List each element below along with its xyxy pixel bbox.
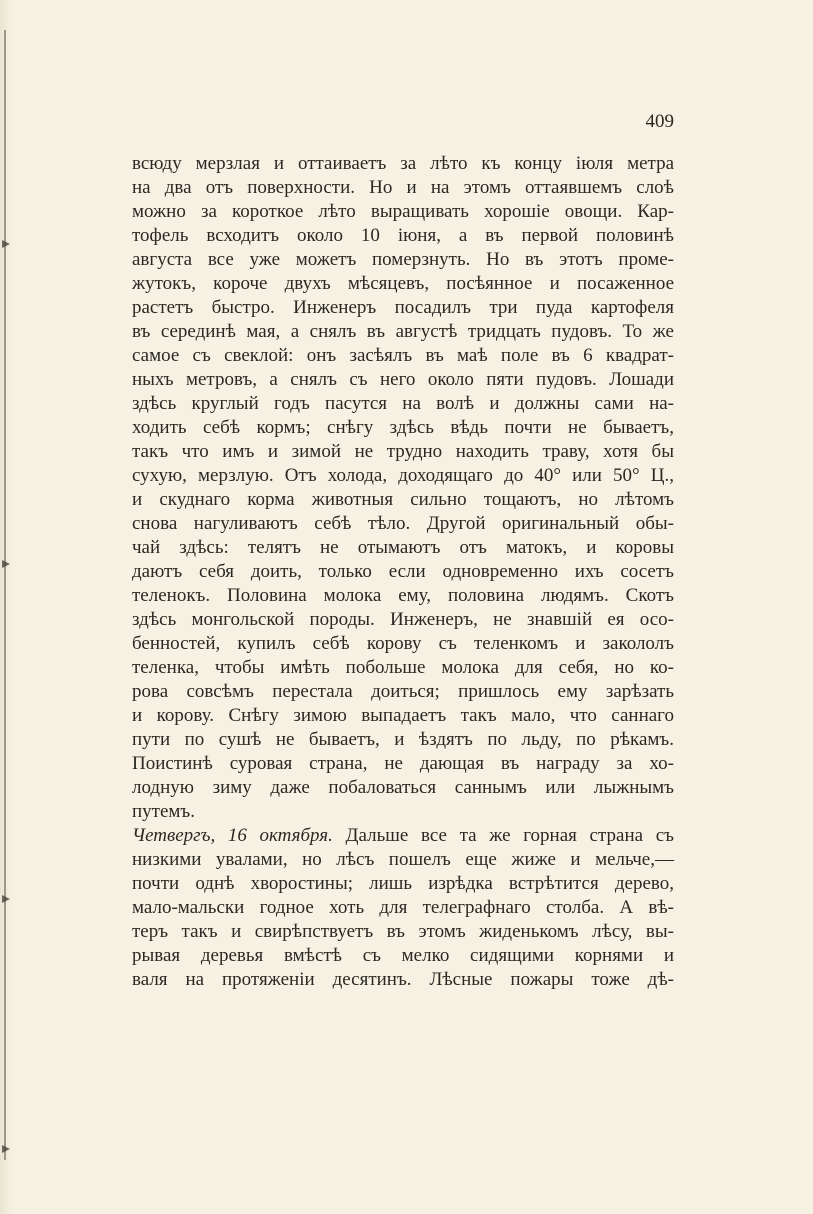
- text-line: самое съ свеклой: онъ засѣялъ въ маѣ поле въ 6 квадрат-: [132, 345, 674, 366]
- text-line: здѣсь монгольской породы. Инженеръ, не знавшій ея осо-: [132, 609, 674, 630]
- text-line: въ серединѣ мая, а снялъ въ августѣ тридцать пудовъ. То же: [132, 321, 674, 342]
- text-line-with-dateline: [132, 824, 674, 848]
- binding-line: [4, 30, 6, 1160]
- text-line: тофель всходитъ около 10 іюня, а въ первой половинѣ: [132, 225, 674, 246]
- text-line: рывая деревья вмѣстѣ съ мелко сидящими корнями и: [132, 945, 674, 966]
- text-line: рова совсѣмъ перестала доиться; пришлось ему зарѣзать: [132, 681, 674, 702]
- text-line: почти однѣ хворостины; лишь изрѣдка встрѣтится дерево,: [132, 873, 674, 894]
- text-line: здѣсь круглый годъ пасутся на волѣ и должны сами на-: [132, 393, 674, 414]
- binding-mark: [2, 1145, 10, 1153]
- text-line: мало-мальски годное хоть для телеграфнаго столба. А вѣ-: [132, 897, 674, 918]
- text-line: ныхъ метровъ, а снялъ съ него около пяти пудовъ. Лошади: [132, 369, 674, 390]
- text-line: снова нагуливаютъ себѣ тѣло. Другой оригинальный обы-: [132, 513, 674, 534]
- text-line: Поистинѣ суровая страна, не дающая въ награду за хо-: [132, 753, 674, 774]
- text-line: и скуднаго корма животныя сильно тощаютъ, но лѣтомъ: [132, 489, 674, 510]
- text-line: чай здѣсь: телятъ не отымаютъ отъ матокъ, и коровы: [132, 537, 674, 558]
- text-line: всюду мерзлая и оттаиваетъ за лѣто къ концу іюля метра: [132, 153, 674, 174]
- text-line: такъ что имъ и зимой не трудно находить траву, хотя бы: [132, 441, 674, 462]
- binding-mark: [2, 895, 10, 903]
- text-line: ходить себѣ кормъ; снѣгу здѣсь вѣдь почти не бываетъ,: [132, 417, 674, 438]
- text-line: теръ такъ и свирѣпствуетъ въ этомъ жиденькомъ лѣсу, вы-: [132, 921, 674, 942]
- page-binding-edge: [0, 0, 14, 1214]
- text-line: даютъ себя доить, только если одновременно ихъ сосетъ: [132, 561, 674, 582]
- binding-mark: [2, 240, 10, 248]
- text-line: Дальше все та же горная страна съ: [345, 825, 674, 846]
- text-line: можно за короткое лѣто выращивать хорошіе овощи. Кар-: [132, 201, 674, 222]
- dateline: Четвергъ, 16 октября.: [132, 825, 333, 846]
- body-text: [132, 152, 674, 992]
- text-line: валя на протяженіи десятинъ. Лѣсные пожары тоже дѣ-: [132, 969, 674, 990]
- text-line: растетъ быстро. Инженеръ посадилъ три пуда картофеля: [132, 297, 674, 318]
- binding-mark: [2, 560, 10, 568]
- text-line: пути по сушѣ не бываетъ, и ѣздятъ по льду, по рѣкамъ.: [132, 729, 674, 750]
- text-line: и корову. Снѣгу зимою выпадаетъ такъ мало, что саннаго: [132, 705, 674, 726]
- page-number: 409: [645, 111, 674, 132]
- text-line: теленокъ. Половина молока ему, половина людямъ. Скотъ: [132, 585, 674, 606]
- paragraph: [132, 824, 674, 992]
- text-line: низкими увалами, но лѣсъ пошелъ еще жиже и мельче,—: [132, 849, 674, 870]
- text-line: жутокъ, короче двухъ мѣсяцевъ, посѣянное и посаженное: [132, 273, 674, 294]
- text-line: лодную зиму даже побаловаться саннымъ или лыжнымъ: [132, 777, 674, 798]
- paragraph: [132, 152, 674, 824]
- text-line: августа все уже можетъ померзнуть. Но въ этотъ проме-: [132, 249, 674, 270]
- text-line: теленка, чтобы имѣть побольше молока для себя, но ко-: [132, 657, 674, 678]
- text-line: сухую, мерзлую. Отъ холода, доходящаго до 40° или 50° Ц.,: [132, 465, 674, 486]
- text-line: на два отъ поверхности. Но и на этомъ оттаявшемъ слоѣ: [132, 177, 674, 198]
- text-line: бенностей, купилъ себѣ корову съ теленкомъ и закололъ: [132, 633, 674, 654]
- text-line: путемъ.: [132, 801, 196, 822]
